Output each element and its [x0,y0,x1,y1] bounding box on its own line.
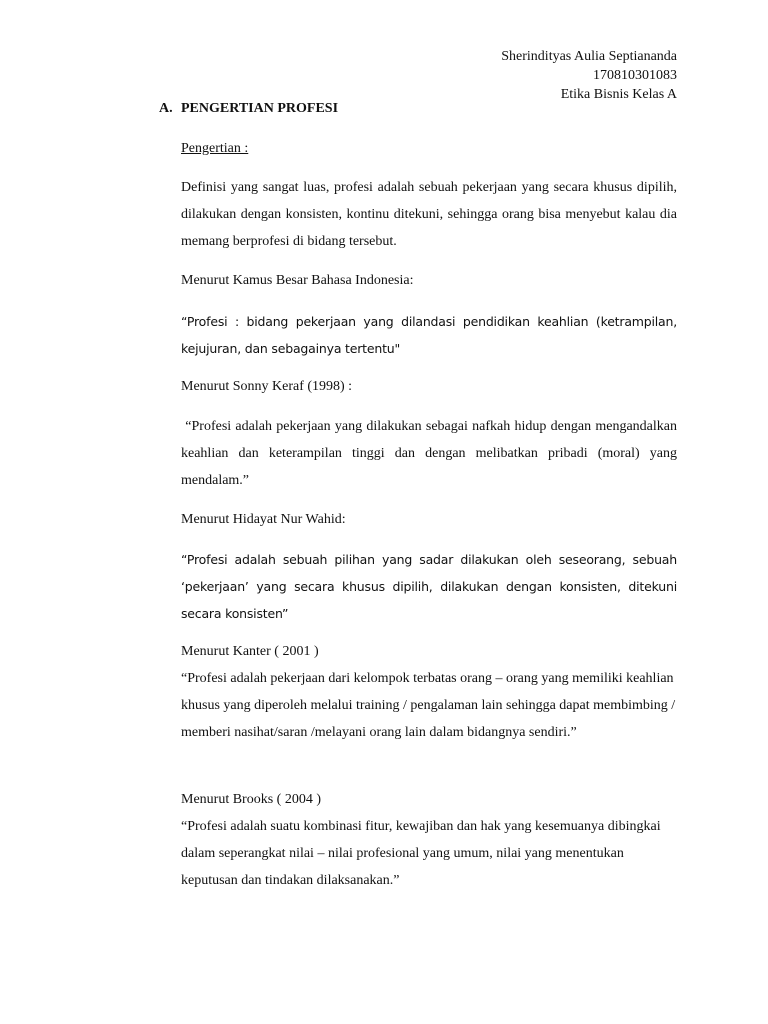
kbbi-quote: “Profesi : bidang pekerjaan yang dilandasi pendidikan keahlian (ketrampilan, kejujuran, dan sebagainya tertentu" [181,314,677,356]
wahid-quote: “Profesi adalah sebuah pilihan yang sadar dilakukan oleh seseorang, sebuah ‘pekerjaan’ yang secara khusus dipilih, dilakukan dengan konsisten, ditekuni secara konsisten” [181,552,677,621]
section-heading [159,101,338,117]
keraf-heading: Menurut Sonny Keraf (1998) : [181,379,353,394]
student-id: 170810301083 [593,68,677,83]
section-title: PENGERTIAN PROFESI [181,101,339,116]
wahid-heading: Menurut Hidayat Nur Wahid: [181,512,346,527]
kanter-heading: Menurut Kanter ( 2001 ) [181,644,319,659]
section-letter: A. [159,101,173,116]
kanter-quote: “Profesi adalah pekerjaan dari kelompok terbatas orang – orang yang memiliki keahlian khusus yang diperoleh melalui training / pengalaman lain sehingga dapat membimbing / memberi nasihat/saran /melayani orang lain dalam bidangnya sendiri.” [181,671,676,740]
author-header [501,47,677,104]
author-name: Sherindityas Aulia Septiananda [501,49,677,64]
pengertian-label: Pengertian : [181,141,249,156]
course-name: Etika Bisnis Kelas A [560,87,677,102]
brooks-quote: “Profesi adalah suatu kombinasi fitur, kewajiban dan hak yang kesemuanya dibingkai dalam seperangkat nilai – nilai profesional yang umum, nilai yang menentukan keputusan dan tindakan dilaksanakan.” [181,819,661,888]
kbbi-heading: Menurut Kamus Besar Bahasa Indonesia: [181,273,414,288]
keraf-quote: “Profesi adalah pekerjaan yang dilakukan sebagai nafkah hidup dengan mengandalkan keahlian dan keterampilan tinggi dan dengan melibatkan pribadi (moral) yang mendalam.” [181,419,681,488]
definition-paragraph: Definisi yang sangat luas, profesi adalah sebuah pekerjaan yang secara khusus dipilih, dilakukan dengan konsisten, kontinu ditekuni, sehingga orang bisa menyebut kalau dia memang berprofesi di bidang tersebut. [181,180,677,249]
brooks-heading: Menurut Brooks ( 2004 ) [181,792,321,807]
